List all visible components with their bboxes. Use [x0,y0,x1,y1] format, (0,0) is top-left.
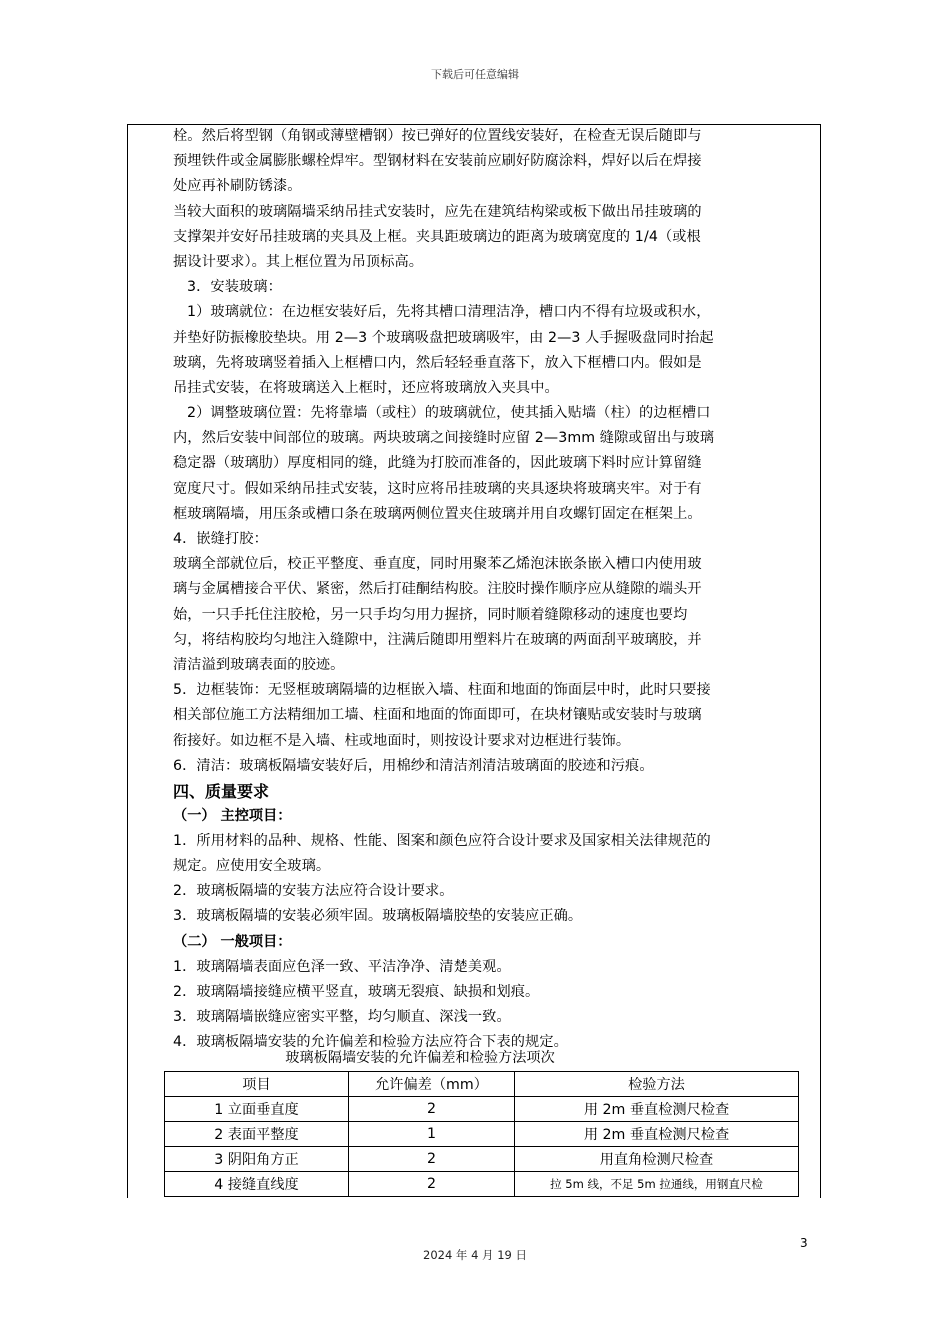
section-heading: 四、质量要求 [173,781,270,801]
table-cell: 用直角检测尺检查 [515,1147,799,1172]
text-line: 衔接好。如边框不是入墙、柱或地面时，则按设计要求对边框进行装饰。 [173,732,631,749]
table-row [165,1147,799,1172]
text-line: 据设计要求）。其上框位置为吊顶标高。 [173,253,424,270]
text-line: 规定。应使用安全玻璃。 [173,858,331,875]
text-line: 吊挂式安装，在将玻璃送入上框时，还应将玻璃放入夹具中。 [173,379,559,396]
table-header-cell: 允许偏差（mm） [349,1072,515,1097]
table-cell: 2 [349,1147,515,1172]
subsection-heading: （二） 一般项目： [173,933,292,950]
footer-date: 2024 年 4 月 19 日 [423,1248,527,1262]
text-line: 支撑架并安好吊挂玻璃的夹具及上框。夹具距玻璃边的距离为玻璃宽度的 1/4（或根 [173,228,701,245]
table-cell: 2 [349,1172,515,1197]
text-line: 6．清洁：玻璃板隔墙安装好后，用棉纱和清洁剂清洁玻璃面的胶迹和污痕。 [173,757,654,774]
text-line: 并垫好防振橡胶垫块。用 2—3 个玻璃吸盘把玻璃吸牢，由 2—3 人手握吸盘同时抬起 [173,329,714,346]
table-row [165,1097,799,1122]
subsection-heading: （一） 主控项目： [173,807,292,824]
text-line: 1．所用材料的品种、规格、性能、图案和颜色应符合设计要求及国家相关法律规范的 [173,832,711,849]
text-line: 3．安装玻璃： [187,279,282,296]
table-cell: 1 立面垂直度 [165,1097,349,1122]
text-line: 相关部位施工方法精细加工墙、柱面和地面的饰面即可，在块材镶贴或安装时与玻璃 [173,707,702,724]
table-header-row [165,1072,799,1097]
text-line: 1．玻璃隔墙表面应色泽一致、平洁净净、清楚美观。 [173,958,511,975]
text-line: 清洁溢到玻璃表面的胶迹。 [173,656,345,673]
table-cell: 2 [349,1097,515,1122]
text-line: 内，然后安装中间部位的玻璃。两块玻璃之间接缝时应留 2—3mm 缝隙或留出与玻璃 [173,430,715,447]
text-line: 匀，将结构胶均匀地注入缝隙中，注满后随即用塑料片在玻璃的两面刮平玻璃胶，并 [173,631,702,648]
table-cell: 用 2m 垂直检测尺检查 [515,1097,799,1122]
text-line: 玻璃，先将玻璃竖着插入上框槽口内，然后轻轻垂直落下，放入下框槽口内。假如是 [173,354,702,371]
text-line: 3．玻璃隔墙嵌缝应密实平整，均匀顺直、深浅一致。 [173,1009,511,1025]
text-line: 4．玻璃板隔墙安装的允许偏差和检验方法应符合下表的规定。 [173,1034,568,1051]
text-line: 4．嵌缝打胶： [173,531,268,547]
header-note: 下载后可任意编辑 [431,68,519,81]
text-line: 2．玻璃板隔墙的安装方法应符合设计要求。 [173,883,454,900]
text-line: 3．玻璃板隔墙的安装必须牢固。玻璃板隔墙胶垫的安装应正确。 [173,908,583,925]
text-line: 栓。然后将型钢（角钢或薄壁槽钢）按已弹好的位置线安装好，在检查无误后随即与 [173,128,702,144]
table-cell: 1 [349,1122,515,1147]
table-header-cell: 检验方法 [515,1072,799,1097]
text-line: 玻璃全部就位后，校正平整度、垂直度，同时用聚苯乙烯泡沫嵌条嵌入槽口内使用玻 [173,556,702,573]
text-line: 1）玻璃就位：在边框安装好后，先将其槽口清理洁净，槽口内不得有垃圾或积水， [187,304,711,321]
document-body [173,124,813,1055]
text-line: 宽度尺寸。假如采纳吊挂式安装，这时应将吊挂玻璃的夹具逐块将玻璃夹牢。对于有 [173,480,702,497]
table-cell: 用 2m 垂直检测尺检查 [515,1122,799,1147]
table-header-cell: 项目 [165,1072,349,1097]
text-line: 框玻璃隔墙，用压条或槽口条在玻璃两侧位置夹住玻璃并用自攻螺钉固定在框架上。 [173,505,702,522]
text-line: 5．边框装饰：无竖框玻璃隔墙的边框嵌入墙、柱面和地面的饰面层中时，此时只要接 [173,682,711,699]
table-cell: 拉 5m 线，不足 5m 拉通线，用钢直尺检 [515,1172,799,1197]
text-line: 璃与金属槽接合平伏、紧密，然后打硅酮结构胶。注胶时操作顺序应从缝隙的端头开 [173,581,702,598]
table-caption: 玻璃板隔墙安装的允许偏差和检验方法项次 [285,1050,555,1066]
table-cell: 4 接缝直线度 [165,1172,349,1197]
table-row [165,1172,799,1197]
table-row [165,1122,799,1147]
text-line: 预埋铁件或金属膨胀螺栓焊牢。型钢材料在安装前应刷好防腐涂料，焊好以后在焊接 [173,153,702,170]
text-line: 2．玻璃隔墙接缝应横平竖直，玻璃无裂痕、缺损和划痕。 [173,983,540,1000]
text-line: 始，一只手托住注胶枪，另一只手均匀用力握挤，同时顺着缝隙移动的速度也要均 [173,606,688,623]
text-line: 处应再补刷防锈漆。 [173,178,302,195]
text-line: 2）调整玻璃位置：先将靠墙（或柱）的玻璃就位，使其插入贴墙（柱）的边框槽口 [187,405,711,422]
table-cell: 2 表面平整度 [165,1122,349,1147]
table-cell: 3 阴阳角方正 [165,1147,349,1172]
text-line: 稳定器（玻璃肋）厚度相同的缝，此缝为打胶而准备的，因此玻璃下料时应计算留缝 [173,455,702,472]
text-line: 当较大面积的玻璃隔墙采纳吊挂式安装时，应先在建筑结构梁或板下做出吊挂玻璃的 [173,203,702,220]
tolerance-table [164,1071,799,1197]
page-number: 3 [800,1236,808,1250]
